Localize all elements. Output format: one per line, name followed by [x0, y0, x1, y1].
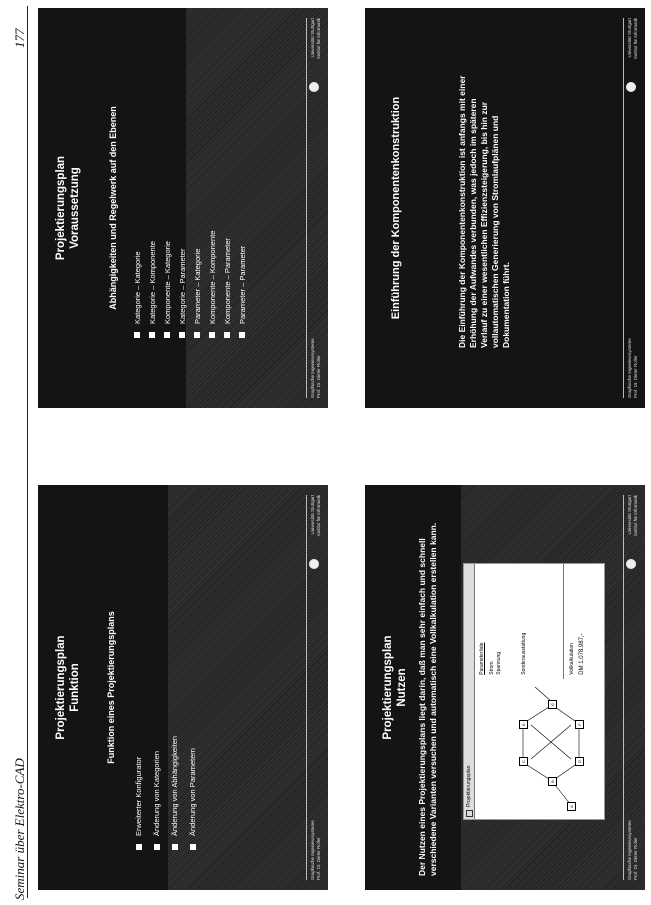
running-title: Seminar über Elektro-CAD: [12, 758, 27, 900]
slide-komponenten: [365, 8, 645, 408]
parameter-list-header: Parameterliste: [479, 642, 485, 675]
slide-footer: Graphische Ingenieursysteme Prof. Dr. Dieter Roller Universität Stuttgart Institut für Informatik: [306, 8, 328, 408]
university-seal-icon: [309, 82, 319, 92]
list-item: Komponente – Parameter: [220, 231, 235, 338]
slide-footer: Graphische Ingenieursysteme Prof. Dr. Dieter Roller Universität Stuttgart Institut für Informatik: [306, 485, 328, 890]
list-item: Komponente – Komponente: [205, 231, 220, 338]
list-item: Änderung von Kategorien: [148, 736, 166, 850]
list-item: Kategorie – Komponente: [145, 231, 160, 338]
slide-title: Projektierungsplan Nutzen: [382, 635, 408, 740]
diagram-node: D: [575, 757, 584, 766]
list-item: Erweiterter Konfigurator: [130, 736, 148, 850]
slide-title: Einführung der Komponentenkonstruktion: [390, 96, 402, 320]
university-seal-icon: [626, 559, 636, 569]
list-item: Parameter – Kategorie: [190, 231, 205, 338]
diagram-node: F: [575, 720, 584, 729]
diagram-node: B: [548, 777, 557, 786]
slide-funktion: [38, 485, 328, 890]
diagram-pane: [475, 678, 604, 819]
bullet-list: [130, 231, 250, 338]
window-title: Projektierungsplan: [466, 765, 472, 807]
diagram-node: C: [519, 757, 528, 766]
parameter-item[interactable]: Spannung: [496, 651, 502, 675]
university-seal-icon: [309, 559, 319, 569]
slide-body-text: Der Nutzen eines Projektierungsplans liegt darin, daß man sehr einfach und schnell verschiedene Varianten versuchen und automatisch eine Vollkalkulation erstellen kann.: [417, 522, 438, 876]
page-number: 177: [12, 28, 27, 48]
slide-voraussetzung: [38, 8, 328, 408]
dependency-diagram: [475, 679, 603, 819]
window-title-bar: [464, 564, 475, 819]
slide-footer: Graphische Ingenieursysteme Prof. Dr. Dieter Roller Universität Stuttgart Institut für Informatik: [623, 8, 645, 408]
slide-subtitle: Funktion eines Projektierungsplans: [106, 611, 116, 764]
projektierungsplan-window: [463, 563, 605, 820]
university-seal-icon: [626, 82, 636, 92]
diagram-node: E: [519, 720, 528, 729]
diagram-node: A: [567, 802, 576, 811]
list-item: Kategorie – Parameter: [175, 231, 190, 338]
parameter-item[interactable]: Strom: [489, 661, 495, 675]
slide-nutzen: [365, 485, 645, 890]
special-equipment-label[interactable]: Sonderausstattung: [521, 632, 527, 675]
calculation-value: DM 1.078.987,-: [579, 633, 585, 675]
slide-title: Projektierungsplan Funktion: [55, 635, 81, 740]
slide-subtitle: Abhängigkeiten und Regelwerk auf den Ebenen: [108, 106, 118, 310]
slide-title: Projektierungsplan Voraussetzung: [55, 155, 81, 261]
calculation-label: Vollkalkulation: [569, 643, 575, 675]
slide-body-text: Die Einführung der Komponentenkonstruktion ist anfangs mit einer Erhöhung der Aufwandes verbunden, was jedoch im späteren Verlauf zu einer wesentlichen Effizienzsteigerung, bis hin zur vollautomatischen Generierung von Stromlaufplänen und Dokumentation führt.: [457, 75, 511, 348]
system-menu-icon[interactable]: [466, 810, 473, 817]
parameter-pane: [475, 564, 604, 679]
list-item: Änderung von Abhängigkeiten: [166, 736, 184, 850]
list-item: Änderung von Parametern: [184, 736, 202, 850]
diagram-node: G: [548, 700, 557, 709]
header-rule: [27, 6, 28, 898]
list-item: Komponente – Kategorie: [160, 231, 175, 338]
list-item: Parameter – Parameter: [235, 231, 250, 338]
bullet-list: [130, 736, 202, 850]
list-item: Kategorie – Kategorie: [130, 231, 145, 338]
slide-footer: Graphische Ingenieursysteme Prof. Dr. Dieter Roller Universität Stuttgart Institut für Informatik: [623, 485, 645, 890]
